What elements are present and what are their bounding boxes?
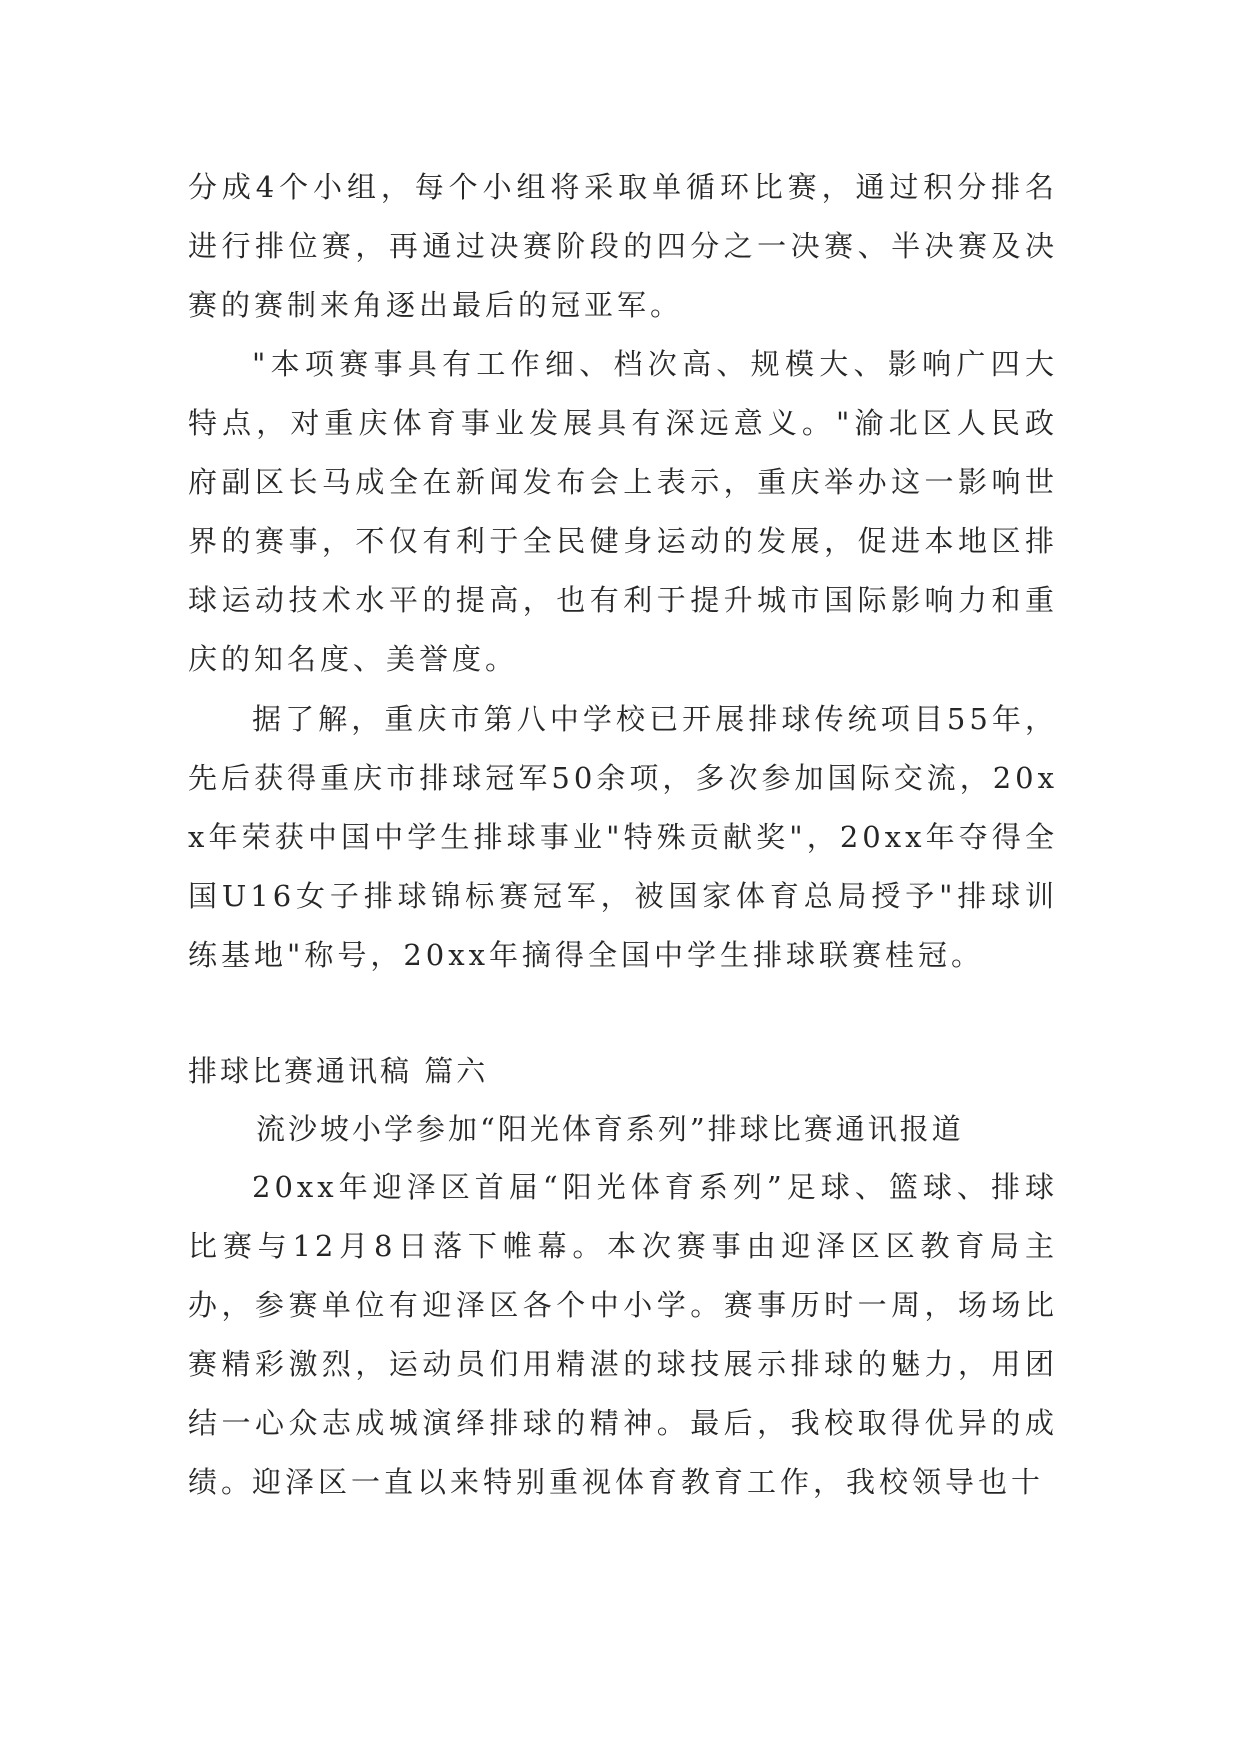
- paragraph-event-significance: "本项赛事具有工作细、档次高、规模大、影响广四大特点，对重庆体育事业发展具有深远意义。"渝北区人民政府副区长马成全在新闻发布会上表示，重庆举办这一影响世界的赛事，不仅有利于全民健身运动的发展，促进本地区排球运动技术水平的提高，也有利于提升城市国际影响力和重庆的知名度、美誉度。: [188, 347, 1058, 676]
- paragraph-school-history: 据了解，重庆市第八中学校已开展排球传统项目55年，先后获得重庆市排球冠军50余项，多次参加国际交流，20xx年荣获中国中学生排球事业"特殊贡献奖"，20xx年夺得全国U16女子排球锦标赛冠军，被国家体育总局授予"排球训练基地"称号，20xx年摘得全国中学生排球联赛桂冠。: [188, 702, 1058, 972]
- section-heading: 排球比赛通讯稿 篇六: [188, 1054, 489, 1088]
- article-title: 流沙坡小学参加“阳光体育系列”排球比赛通讯报道: [256, 1112, 964, 1146]
- paragraph-competition-format: 分成4个小组，每个小组将采取单循环比赛，通过积分排名进行排位赛，再通过决赛阶段的四分之一决赛、半决赛及决赛的赛制来角逐出最后的冠亚军。: [188, 170, 1058, 322]
- paragraph-event-report: 20xx年迎泽区首届“阳光体育系列”足球、篮球、排球比赛与12月8日落下帷幕。本次赛事由迎泽区区教育局主办，参赛单位有迎泽区各个中小学。赛事历时一周，场场比赛精彩激烈，运动员们用精湛的球技展示排球的魅力，用团结一心众志成城演绎排球的精神。最后，我校取得优异的成绩。: [188, 1170, 1058, 1499]
- paragraph-district-emphasis: 迎泽区一直以来特别重视体育教育工作，我校领导也十: [252, 1465, 1045, 1499]
